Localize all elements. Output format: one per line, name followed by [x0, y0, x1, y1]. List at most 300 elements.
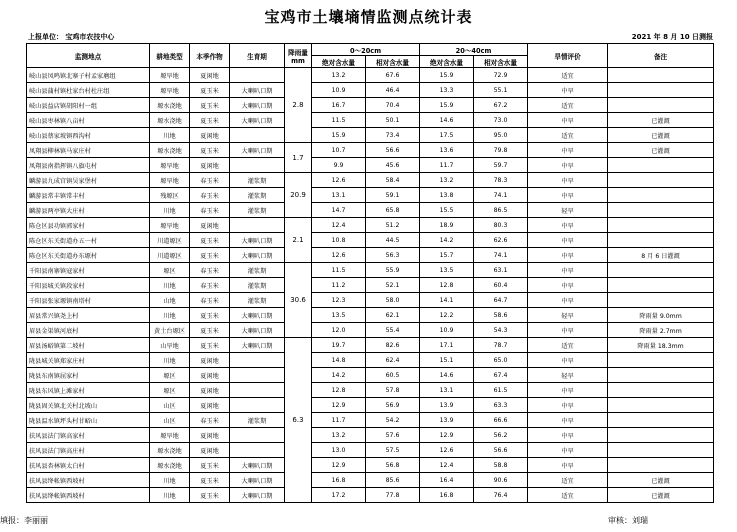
crop-cell: 夏闲地 — [190, 128, 230, 143]
land-type-cell: 塬水浇地 — [150, 113, 190, 128]
rel-moisture-20-40-cell: 59.7 — [474, 158, 528, 173]
stage-cell: 大喇叭口期 — [230, 473, 285, 488]
drought-cell: 中旱 — [528, 113, 608, 128]
rel-moisture-0-20-cell: 85.6 — [366, 473, 420, 488]
rel-moisture-20-40-cell: 78.3 — [474, 173, 528, 188]
rel-moisture-0-20-cell: 62.4 — [366, 353, 420, 368]
table-row — [27, 203, 714, 218]
stage-cell: 灌浆期 — [230, 188, 285, 203]
stage-cell — [230, 128, 285, 143]
abs-moisture-0-20-cell: 13.1 — [312, 188, 366, 203]
rel-moisture-20-40-cell: 62.6 — [474, 233, 528, 248]
header-abs-moisture-1: 绝对含水量 — [312, 56, 366, 68]
remark-cell — [608, 428, 714, 443]
rel-moisture-0-20-cell: 56.9 — [366, 398, 420, 413]
land-type-cell: 塬旱地 — [150, 68, 190, 83]
rel-moisture-0-20-cell: 55.9 — [366, 263, 420, 278]
stage-cell — [230, 353, 285, 368]
header-site: 监测地点 — [27, 44, 150, 68]
remark-cell: 已灌溉 — [608, 473, 714, 488]
abs-moisture-0-20-cell: 12.9 — [312, 398, 366, 413]
abs-moisture-20-40-cell: 13.9 — [420, 398, 474, 413]
site-cell: 凤翔县柳林镇马家庄村 — [27, 143, 150, 158]
abs-moisture-20-40-cell: 14.1 — [420, 293, 474, 308]
stage-cell — [230, 158, 285, 173]
site-cell: 千阳县南寨镇寇家村 — [27, 263, 150, 278]
abs-moisture-0-20-cell: 12.3 — [312, 293, 366, 308]
rel-moisture-0-20-cell: 46.4 — [366, 83, 420, 98]
rel-moisture-20-40-cell: 80.3 — [474, 218, 528, 233]
rel-moisture-20-40-cell: 60.4 — [474, 278, 528, 293]
remark-cell — [608, 158, 714, 173]
abs-moisture-0-20-cell: 19.7 — [312, 338, 366, 353]
drought-cell: 中旱 — [528, 248, 608, 263]
filled-by: 填报：李丽丽 — [0, 516, 48, 525]
remark-cell — [608, 368, 714, 383]
abs-moisture-0-20-cell: 12.6 — [312, 248, 366, 263]
rel-moisture-0-20-cell: 45.6 — [366, 158, 420, 173]
site-cell: 岐山县蒲村镇杜家台村杜庄组 — [27, 83, 150, 98]
table-row — [27, 308, 714, 323]
rel-moisture-0-20-cell: 58.0 — [366, 293, 420, 308]
table-row — [27, 413, 714, 428]
crop-cell: 夏玉米 — [190, 83, 230, 98]
stage-cell — [230, 368, 285, 383]
crop-cell: 春玉米 — [190, 203, 230, 218]
table-row — [27, 83, 714, 98]
rel-moisture-0-20-cell: 77.8 — [366, 488, 420, 503]
abs-moisture-0-20-cell: 10.8 — [312, 233, 366, 248]
remark-cell — [608, 458, 714, 473]
rainfall-cell: 6.3 — [285, 338, 312, 503]
crop-cell: 夏闲地 — [190, 68, 230, 83]
table-row — [27, 173, 714, 188]
abs-moisture-20-40-cell: 13.5 — [420, 263, 474, 278]
remark-cell — [608, 173, 714, 188]
drought-cell: 中旱 — [528, 233, 608, 248]
stage-cell — [230, 218, 285, 233]
drought-cell: 中旱 — [528, 398, 608, 413]
site-cell: 扶风县绛帐镇西坡村 — [27, 488, 150, 503]
remark-cell — [608, 188, 714, 203]
table-row — [27, 263, 714, 278]
rel-moisture-0-20-cell: 60.5 — [366, 368, 420, 383]
stage-cell — [230, 68, 285, 83]
rainfall-cell: 2.1 — [285, 218, 312, 263]
rel-moisture-20-40-cell: 64.7 — [474, 293, 528, 308]
abs-moisture-0-20-cell: 14.8 — [312, 353, 366, 368]
crop-cell: 夏闲地 — [190, 368, 230, 383]
table-row — [27, 293, 714, 308]
rel-moisture-20-40-cell: 72.9 — [474, 68, 528, 83]
remark-cell — [608, 278, 714, 293]
header-rainfall-unit: mm — [291, 56, 305, 65]
site-cell: 千阳县城关镇段家村 — [27, 278, 150, 293]
land-type-cell: 塬区 — [150, 368, 190, 383]
header-depth-0-20: 0～20cm — [312, 44, 420, 56]
rel-moisture-20-40-cell: 95.0 — [474, 128, 528, 143]
abs-moisture-20-40-cell: 14.2 — [420, 233, 474, 248]
drought-cell: 中旱 — [528, 278, 608, 293]
land-type-cell: 川道塬区 — [150, 248, 190, 263]
drought-cell: 适宜 — [528, 488, 608, 503]
abs-moisture-0-20-cell: 13.0 — [312, 443, 366, 458]
rel-moisture-0-20-cell: 50.1 — [366, 113, 420, 128]
remark-cell — [608, 398, 714, 413]
abs-moisture-0-20-cell: 11.7 — [312, 413, 366, 428]
abs-moisture-0-20-cell: 10.9 — [312, 83, 366, 98]
abs-moisture-0-20-cell: 13.2 — [312, 68, 366, 83]
remark-cell — [608, 443, 714, 458]
table-row — [27, 338, 714, 353]
abs-moisture-0-20-cell: 13.2 — [312, 428, 366, 443]
stage-cell: 大喇叭口期 — [230, 458, 285, 473]
site-cell: 扶风县杏林镇太白村 — [27, 458, 150, 473]
remark-cell — [608, 203, 714, 218]
rel-moisture-0-20-cell: 59.1 — [366, 188, 420, 203]
site-cell: 陇县固关镇北关村北坡山 — [27, 398, 150, 413]
report-date: 2021 年 8 月 10 日测报 — [631, 33, 713, 41]
drought-cell: 适宜 — [528, 98, 608, 113]
remark-cell: 已灌溉 — [608, 143, 714, 158]
land-type-cell: 川地 — [150, 308, 190, 323]
abs-moisture-20-40-cell: 15.1 — [420, 353, 474, 368]
drought-cell: 中旱 — [528, 218, 608, 233]
abs-moisture-0-20-cell: 12.4 — [312, 218, 366, 233]
abs-moisture-20-40-cell: 13.9 — [420, 413, 474, 428]
land-type-cell: 川地 — [150, 353, 190, 368]
rel-moisture-20-40-cell: 58.6 — [474, 308, 528, 323]
rel-moisture-0-20-cell: 52.1 — [366, 278, 420, 293]
site-cell: 岐山县益店镇胡阳村一组 — [27, 98, 150, 113]
land-type-cell: 山地 — [150, 293, 190, 308]
drought-cell: 中旱 — [528, 383, 608, 398]
site-cell: 扶风县法门镇高家村 — [27, 428, 150, 443]
rel-moisture-20-40-cell: 63.3 — [474, 398, 528, 413]
site-cell: 陇县城关镇郑家庄村 — [27, 353, 150, 368]
remark-cell — [608, 293, 714, 308]
table-row — [27, 368, 714, 383]
crop-cell: 春玉米 — [190, 413, 230, 428]
table-row — [27, 233, 714, 248]
rel-moisture-20-40-cell: 78.7 — [474, 338, 528, 353]
remark-cell: 已灌溉 — [608, 113, 714, 128]
site-cell: 凤翔县南指挥镇八旗屯村 — [27, 158, 150, 173]
drought-cell: 中旱 — [528, 173, 608, 188]
rel-moisture-20-40-cell: 66.6 — [474, 413, 528, 428]
drought-cell: 适宜 — [528, 473, 608, 488]
rel-moisture-0-20-cell: 65.8 — [366, 203, 420, 218]
land-type-cell: 塬水浇地 — [150, 98, 190, 113]
drought-cell: 中旱 — [528, 458, 608, 473]
table-row — [27, 443, 714, 458]
crop-cell: 夏闲地 — [190, 158, 230, 173]
stage-cell: 灌浆期 — [230, 263, 285, 278]
land-type-cell: 川地 — [150, 128, 190, 143]
table-row — [27, 113, 714, 128]
stage-cell: 灌浆期 — [230, 173, 285, 188]
land-type-cell: 塬旱地 — [150, 158, 190, 173]
drought-cell: 中旱 — [528, 83, 608, 98]
table-row — [27, 158, 714, 173]
rel-moisture-20-40-cell: 56.6 — [474, 443, 528, 458]
table-row — [27, 218, 714, 233]
abs-moisture-20-40-cell: 12.6 — [420, 443, 474, 458]
stage-cell: 大喇叭口期 — [230, 248, 285, 263]
table-row — [27, 98, 714, 113]
crop-cell: 夏玉米 — [190, 323, 230, 338]
site-cell: 岐山县枣林镇八亩村 — [27, 113, 150, 128]
site-cell: 眉县常兴镇尧上村 — [27, 308, 150, 323]
remark-cell: 降雨量 18.3mm — [608, 338, 714, 353]
stage-cell: 大喇叭口期 — [230, 113, 285, 128]
abs-moisture-20-40-cell: 17.1 — [420, 338, 474, 353]
land-type-cell: 塬旱地 — [150, 218, 190, 233]
crop-cell: 夏玉米 — [190, 113, 230, 128]
stage-cell: 灌浆期 — [230, 278, 285, 293]
site-cell: 陇县温水镇坪头村甘峪山 — [27, 413, 150, 428]
abs-moisture-0-20-cell: 15.9 — [312, 128, 366, 143]
drought-cell: 中旱 — [528, 293, 608, 308]
rel-moisture-0-20-cell: 67.6 — [366, 68, 420, 83]
land-type-cell: 川地 — [150, 473, 190, 488]
rel-moisture-20-40-cell: 74.1 — [474, 248, 528, 263]
crop-cell: 夏闲地 — [190, 428, 230, 443]
abs-moisture-0-20-cell: 11.5 — [312, 263, 366, 278]
rel-moisture-0-20-cell: 58.4 — [366, 173, 420, 188]
header-stage: 生育期 — [230, 44, 285, 68]
table-row — [27, 383, 714, 398]
remark-cell: 8 月 6 日灌溉 — [608, 248, 714, 263]
abs-moisture-20-40-cell: 16.4 — [420, 473, 474, 488]
abs-moisture-0-20-cell: 16.7 — [312, 98, 366, 113]
site-cell: 岐山县凤鸣镇北寨子村孟家磨组 — [27, 68, 150, 83]
rel-moisture-0-20-cell: 57.5 — [366, 443, 420, 458]
table-row — [27, 428, 714, 443]
rel-moisture-20-40-cell: 74.1 — [474, 188, 528, 203]
abs-moisture-20-40-cell: 16.8 — [420, 488, 474, 503]
site-cell: 麟游县九成宫镇吴家堡村 — [27, 173, 150, 188]
crop-cell: 夏闲地 — [190, 383, 230, 398]
table-row — [27, 128, 714, 143]
remark-cell: 降雨量 2.7mm — [608, 323, 714, 338]
remark-cell — [608, 353, 714, 368]
remark-cell — [608, 233, 714, 248]
abs-moisture-20-40-cell: 15.9 — [420, 98, 474, 113]
abs-moisture-20-40-cell: 11.7 — [420, 158, 474, 173]
header-rainfall-label: 降雨量 — [288, 48, 308, 57]
land-type-cell: 川地 — [150, 203, 190, 218]
abs-moisture-20-40-cell: 15.5 — [420, 203, 474, 218]
crop-cell: 夏玉米 — [190, 98, 230, 113]
rel-moisture-0-20-cell: 62.1 — [366, 308, 420, 323]
moisture-table — [26, 43, 714, 503]
header-land-type: 耕地类型 — [150, 44, 190, 68]
header-crop: 本季作物 — [190, 44, 230, 68]
land-type-cell: 黄土台塬区 — [150, 323, 190, 338]
abs-moisture-0-20-cell: 14.7 — [312, 203, 366, 218]
land-type-cell: 塬旱地 — [150, 428, 190, 443]
header-abs-moisture-2: 绝对含水量 — [420, 56, 474, 68]
site-cell: 扶风县法门镇高庄村 — [27, 443, 150, 458]
rel-moisture-20-40-cell: 63.1 — [474, 263, 528, 278]
rel-moisture-0-20-cell: 44.5 — [366, 233, 420, 248]
table-row — [27, 323, 714, 338]
table-header — [27, 44, 714, 68]
abs-moisture-0-20-cell: 13.5 — [312, 308, 366, 323]
header-drought: 旱情评价 — [528, 44, 608, 68]
abs-moisture-20-40-cell: 13.2 — [420, 173, 474, 188]
land-type-cell: 塬水浇地 — [150, 443, 190, 458]
rel-moisture-20-40-cell: 56.2 — [474, 428, 528, 443]
report-title: 宝鸡市土壤墒情监测点统计表 — [264, 8, 473, 26]
abs-moisture-20-40-cell: 17.5 — [420, 128, 474, 143]
stage-cell: 大喇叭口期 — [230, 98, 285, 113]
rainfall-cell: 20.9 — [285, 173, 312, 218]
site-cell: 岐山县蔡家坡镇西沟村 — [27, 128, 150, 143]
stage-cell: 大喇叭口期 — [230, 488, 285, 503]
abs-moisture-20-40-cell: 15.9 — [420, 68, 474, 83]
land-type-cell: 残塬区 — [150, 188, 190, 203]
remark-cell: 已灌溉 — [608, 128, 714, 143]
abs-moisture-0-20-cell: 12.8 — [312, 383, 366, 398]
abs-moisture-0-20-cell: 11.5 — [312, 113, 366, 128]
crop-cell: 春玉米 — [190, 263, 230, 278]
abs-moisture-20-40-cell: 14.6 — [420, 113, 474, 128]
abs-moisture-0-20-cell: 9.9 — [312, 158, 366, 173]
crop-cell: 夏玉米 — [190, 458, 230, 473]
site-cell: 陇县东南镇屈家村 — [27, 368, 150, 383]
drought-cell: 中旱 — [528, 413, 608, 428]
stage-cell: 灌浆期 — [230, 293, 285, 308]
rel-moisture-0-20-cell: 56.3 — [366, 248, 420, 263]
site-cell: 陈仓区东关街道办东塬村 — [27, 248, 150, 263]
rel-moisture-20-40-cell: 76.4 — [474, 488, 528, 503]
rel-moisture-20-40-cell: 90.6 — [474, 473, 528, 488]
drought-cell: 适宜 — [528, 338, 608, 353]
stage-cell: 灌浆期 — [230, 203, 285, 218]
table-row — [27, 353, 714, 368]
reporting-unit: 上报单位： 宝鸡市农技中心 — [28, 33, 115, 41]
rel-moisture-20-40-cell: 61.5 — [474, 383, 528, 398]
site-cell: 麟游县两亭镇大庄村 — [27, 203, 150, 218]
crop-cell: 夏玉米 — [190, 233, 230, 248]
land-type-cell: 塬区 — [150, 383, 190, 398]
crop-cell: 夏闲地 — [190, 443, 230, 458]
land-type-cell: 塬区 — [150, 263, 190, 278]
stage-cell — [230, 383, 285, 398]
drought-cell: 中旱 — [528, 143, 608, 158]
table-row — [27, 488, 714, 503]
stage-cell: 大喇叭口期 — [230, 308, 285, 323]
drought-cell: 中旱 — [528, 323, 608, 338]
abs-moisture-20-40-cell: 15.7 — [420, 248, 474, 263]
remark-cell: 降雨量 9.0mm — [608, 308, 714, 323]
crop-cell: 夏玉米 — [190, 473, 230, 488]
table-row — [27, 143, 714, 158]
rel-moisture-20-40-cell: 86.5 — [474, 203, 528, 218]
drought-cell: 中旱 — [528, 428, 608, 443]
site-cell: 麟游县常丰镇常丰村 — [27, 188, 150, 203]
crop-cell: 夏玉米 — [190, 488, 230, 503]
land-type-cell: 川地 — [150, 488, 190, 503]
rel-moisture-20-40-cell: 73.0 — [474, 113, 528, 128]
rainfall-cell: 2.8 — [285, 68, 312, 143]
rel-moisture-20-40-cell: 67.4 — [474, 368, 528, 383]
site-cell: 陈仓区县功镇郭家村 — [27, 218, 150, 233]
rainfall-cell: 1.7 — [285, 143, 312, 173]
remark-cell — [608, 68, 714, 83]
crop-cell: 夏玉米 — [190, 143, 230, 158]
rel-moisture-20-40-cell: 58.8 — [474, 458, 528, 473]
abs-moisture-20-40-cell: 12.9 — [420, 428, 474, 443]
land-type-cell: 塬旱地 — [150, 83, 190, 98]
drought-cell: 中旱 — [528, 443, 608, 458]
drought-cell: 中旱 — [528, 158, 608, 173]
header-depth-20-40: 20～40cm — [420, 44, 528, 56]
rel-moisture-20-40-cell: 55.1 — [474, 83, 528, 98]
table-row — [27, 458, 714, 473]
rel-moisture-0-20-cell: 57.6 — [366, 428, 420, 443]
abs-moisture-0-20-cell: 12.9 — [312, 458, 366, 473]
crop-cell: 夏闲地 — [190, 398, 230, 413]
rel-moisture-0-20-cell: 55.4 — [366, 323, 420, 338]
rel-moisture-0-20-cell: 56.8 — [366, 458, 420, 473]
crop-cell: 春玉米 — [190, 173, 230, 188]
abs-moisture-0-20-cell: 14.2 — [312, 368, 366, 383]
abs-moisture-20-40-cell: 18.9 — [420, 218, 474, 233]
crop-cell: 夏闲地 — [190, 218, 230, 233]
drought-cell: 适宜 — [528, 128, 608, 143]
drought-cell: 适宜 — [528, 68, 608, 83]
land-type-cell: 川地 — [150, 278, 190, 293]
crop-cell: 春玉米 — [190, 188, 230, 203]
rel-moisture-0-20-cell: 73.4 — [366, 128, 420, 143]
header-rel-moisture-1: 相对含水量 — [366, 56, 420, 68]
drought-cell: 中旱 — [528, 188, 608, 203]
rel-moisture-0-20-cell: 56.6 — [366, 143, 420, 158]
abs-moisture-20-40-cell: 12.8 — [420, 278, 474, 293]
remark-cell — [608, 98, 714, 113]
table-row — [27, 188, 714, 203]
remark-cell: 已灌溉 — [608, 488, 714, 503]
land-type-cell: 山区 — [150, 413, 190, 428]
header-remarks: 备注 — [608, 44, 714, 68]
header-rel-moisture-2: 相对含水量 — [474, 56, 528, 68]
remark-cell — [608, 218, 714, 233]
abs-moisture-0-20-cell: 11.2 — [312, 278, 366, 293]
abs-moisture-20-40-cell: 12.2 — [420, 308, 474, 323]
remark-cell — [608, 383, 714, 398]
remark-cell — [608, 263, 714, 278]
land-type-cell: 塬水浇地 — [150, 458, 190, 473]
stage-cell — [230, 398, 285, 413]
abs-moisture-0-20-cell: 12.0 — [312, 323, 366, 338]
reviewed-by: 审核：刘瑞 — [608, 516, 648, 525]
site-cell: 扶风县绛帐镇西坡村 — [27, 473, 150, 488]
rel-moisture-0-20-cell: 54.2 — [366, 413, 420, 428]
abs-moisture-0-20-cell: 16.8 — [312, 473, 366, 488]
stage-cell: 大喇叭口期 — [230, 143, 285, 158]
abs-moisture-20-40-cell: 13.1 — [420, 383, 474, 398]
table-row — [27, 278, 714, 293]
stage-cell: 大喇叭口期 — [230, 233, 285, 248]
land-type-cell: 塬水浇地 — [150, 143, 190, 158]
drought-cell: 中旱 — [528, 263, 608, 278]
drought-cell: 轻旱 — [528, 203, 608, 218]
stage-cell: 大喇叭口期 — [230, 338, 285, 353]
drought-cell: 轻旱 — [528, 308, 608, 323]
